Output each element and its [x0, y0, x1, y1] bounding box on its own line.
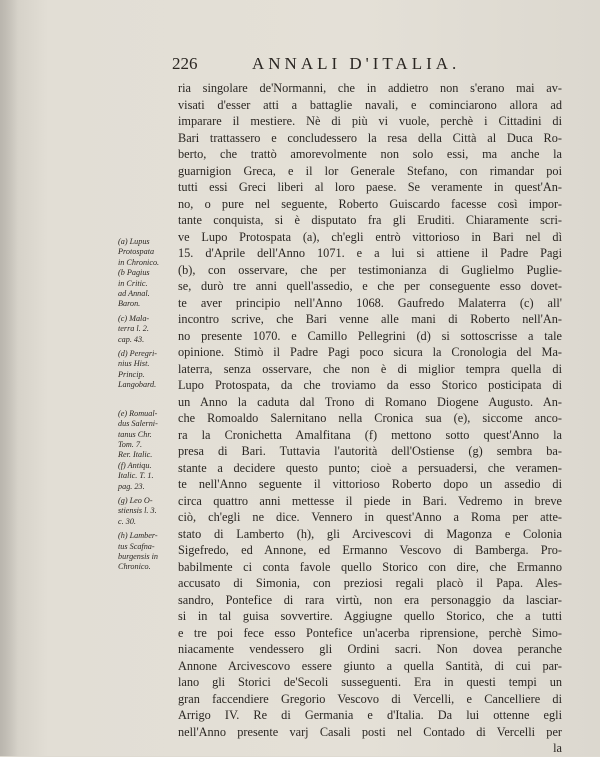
text-line: stante a decidere questo punto; cioè a persuadersi, che veramen- — [178, 460, 562, 475]
text-line: sandro, Pontefice di rara virtù, non era personaggio da lasciar- — [178, 592, 562, 607]
margin-note-line: (b Pagius — [118, 268, 150, 278]
text-line: (b), con osservare, che per testimonianza di Guglielmo Puglie- — [178, 262, 562, 277]
text-line: nell'Anno presente varj Casali posti nel Contado di Vercelli per — [178, 724, 562, 739]
margin-note-line: (h) Lamber- — [118, 531, 158, 541]
text-line: ciò, ch'egli ne dice. Vennero in quest'Anno a Roma per atte- — [178, 510, 562, 524]
margin-note-line: Princip. — [118, 369, 145, 379]
text-line: te aver principio nell'Anno 1068. Gaufredo Malaterra (c) all' — [178, 295, 562, 310]
text-line: gran faccendiere Gregorio Vescovo di Vercelli, e Cancelliere di — [178, 691, 562, 706]
text-line: presa di Bari. Tuttavia l'autorità dell'Ostiense (g) sembra ba- — [178, 444, 562, 458]
page-gutter-shadow — [0, 0, 18, 756]
body-text — [178, 80, 562, 757]
margin-note-line: burgensis in — [118, 551, 158, 561]
text-line: imparare il mestiere. Nè di più vi vuole, perchè i Cittadini di — [178, 114, 562, 128]
text-line: opinione. Stimò il Padre Pagi poco sicura la Cronologia del Ma- — [178, 345, 562, 359]
margin-note-line: Italic. T. 1. — [118, 471, 154, 481]
text-line: lano gli Storici de'Secoli susseguenti. Era in questi tempi un — [178, 675, 562, 689]
margin-notes — [118, 237, 176, 576]
text-line: visati d'esser atti a battaglie navali, e cominciarono allora ad — [178, 97, 562, 112]
text-line: accusato di Simonia, con preziosi regali placò il Papa. Ales- — [178, 576, 562, 590]
margin-note-line: nius Hist. — [118, 359, 150, 369]
text-line: un Anno la caduta dal Trono di Romano Diogene Augusto. An- — [178, 394, 562, 409]
text-line: circa quattro anni mettesse il piede in Bari. Vedremo in breve — [178, 493, 562, 508]
margin-note-line: Rer. Italic. — [118, 450, 153, 460]
margin-note-line: Tom. 7. — [118, 439, 143, 449]
margin-note — [118, 349, 176, 391]
text-line: no, o pure nel seguente, Roberto Guiscardo facesse così impor- — [178, 196, 562, 211]
margin-note-line: stiensis l. 3. — [118, 506, 157, 516]
margin-note-line: tanus Chr. — [118, 429, 152, 439]
text-line: te nell'Anno seguente il vittorioso Roberto dopo un assedio di — [178, 477, 562, 491]
text-line: no presente 1070. e Camillo Pellegrini (d) si sottoscrisse a tale — [178, 328, 562, 343]
margin-note — [118, 314, 176, 345]
text-line: 15. d'Aprile dell'Anno 1071. e a lui si attiene il Padre Pagi — [178, 246, 562, 260]
text-line: Bari trattassero e concludessero la resa della Città al Duca Ro- — [178, 130, 562, 145]
margin-note-line: Chronico. — [118, 562, 151, 572]
text-line: ria singolare de'Normanni, che in addietro non s'erano mai av- — [178, 81, 562, 95]
text-line: laterra, senza osservare, che non è di miglior tempra quella di — [178, 361, 562, 376]
text-line: ve Lupo Protospata (a), ch'egli entrò vittorioso in Bari nel dì — [178, 229, 562, 244]
margin-note — [118, 531, 176, 573]
text-line: berto, che trattò amorevolmente non solo essi, ma anche la — [178, 147, 562, 161]
margin-note-line: pag. 23. — [118, 481, 145, 491]
text-line: incontro scrive, che Bari venne alle mani di Roberto nell'An- — [178, 312, 562, 326]
margin-note-line: (d) Peregri- — [118, 349, 158, 359]
margin-note-line: (e) Romual- — [118, 408, 158, 418]
text-line: se, durò tre anni quell'assedio, e che per conseguente esso dovet- — [178, 279, 562, 293]
text-line: Lupo Protospata, da che troviamo da esso Storico posticipata di — [178, 378, 562, 392]
text-line: tante conquista, si è disputato fra gli Eruditi. Chiaramente scri- — [178, 213, 562, 227]
margin-note — [118, 496, 176, 527]
margin-note — [118, 409, 176, 492]
margin-note-line: (f) Antiqu. — [118, 460, 152, 470]
catchword: la — [553, 741, 562, 755]
text-line: si in tal guisa sovvertire. Aggiugne quello Storico, che a tutti — [178, 609, 562, 623]
text-line: Sigefredo, ed Annone, ed Ermanno Vescovo di Bamberga. Pro- — [178, 543, 562, 557]
text-line: Annone Arcivescovo essere giunto a quella Santità, di cui par- — [178, 658, 562, 673]
margin-note-line: Baron. — [118, 299, 141, 309]
text-line: ra la Cronichetta Amalfitana (f) mettono sotto quest'Anno la — [178, 427, 562, 442]
running-title: ANNALI D'ITALIA. — [252, 54, 461, 73]
margin-note — [118, 237, 176, 310]
margin-note-line: in Critic. — [118, 278, 148, 288]
margin-note-line: (a) Lupus — [118, 237, 150, 246]
text-line: babilmente ci conta favole quello Storico con dire, che Ermanno — [178, 559, 562, 574]
text-line: e tre poi fece esso Pontefice un'acerba riprensione, perchè Simo- — [178, 625, 562, 640]
text-line: stato di Lamberto (h), gli Arcivescovi di Magonza e Colonia — [178, 526, 562, 541]
margin-note-line: (g) Leo O- — [118, 495, 153, 505]
text-line: niacamente vendessero gli Ordini sacri. Non dovea peranche — [178, 642, 562, 656]
text-line: guarnigion Greca, e il lor Generale Stefano, con rimandar poi — [178, 163, 562, 178]
margin-note-line: dus Salerni- — [118, 419, 158, 429]
margin-note-line: in Chronico. — [118, 257, 160, 267]
margin-note-line: tus Scafna- — [118, 541, 155, 551]
margin-note-line: cap. 43. — [118, 334, 145, 344]
text-line: che Romoaldo Salernitano nella Cronica sua (e), siccome anco- — [178, 411, 562, 425]
margin-note-line: (c) Mala- — [118, 313, 150, 323]
text-line: tutti essi Greci liberi al loro paese. Se veramente in quest'An- — [178, 180, 562, 194]
margin-note-line: c. 30. — [118, 516, 136, 526]
margin-note-line: terra l. 2. — [118, 324, 149, 334]
margin-note-line: Protospata — [118, 247, 155, 257]
margin-note-line: Langobard. — [118, 380, 157, 390]
page-number: 226 — [172, 54, 198, 73]
margin-note-line: ad Annal. — [118, 289, 150, 299]
text-line: Arrigo IV. Re di Germania e d'Italia. Da lui ottenne egli — [178, 708, 562, 722]
